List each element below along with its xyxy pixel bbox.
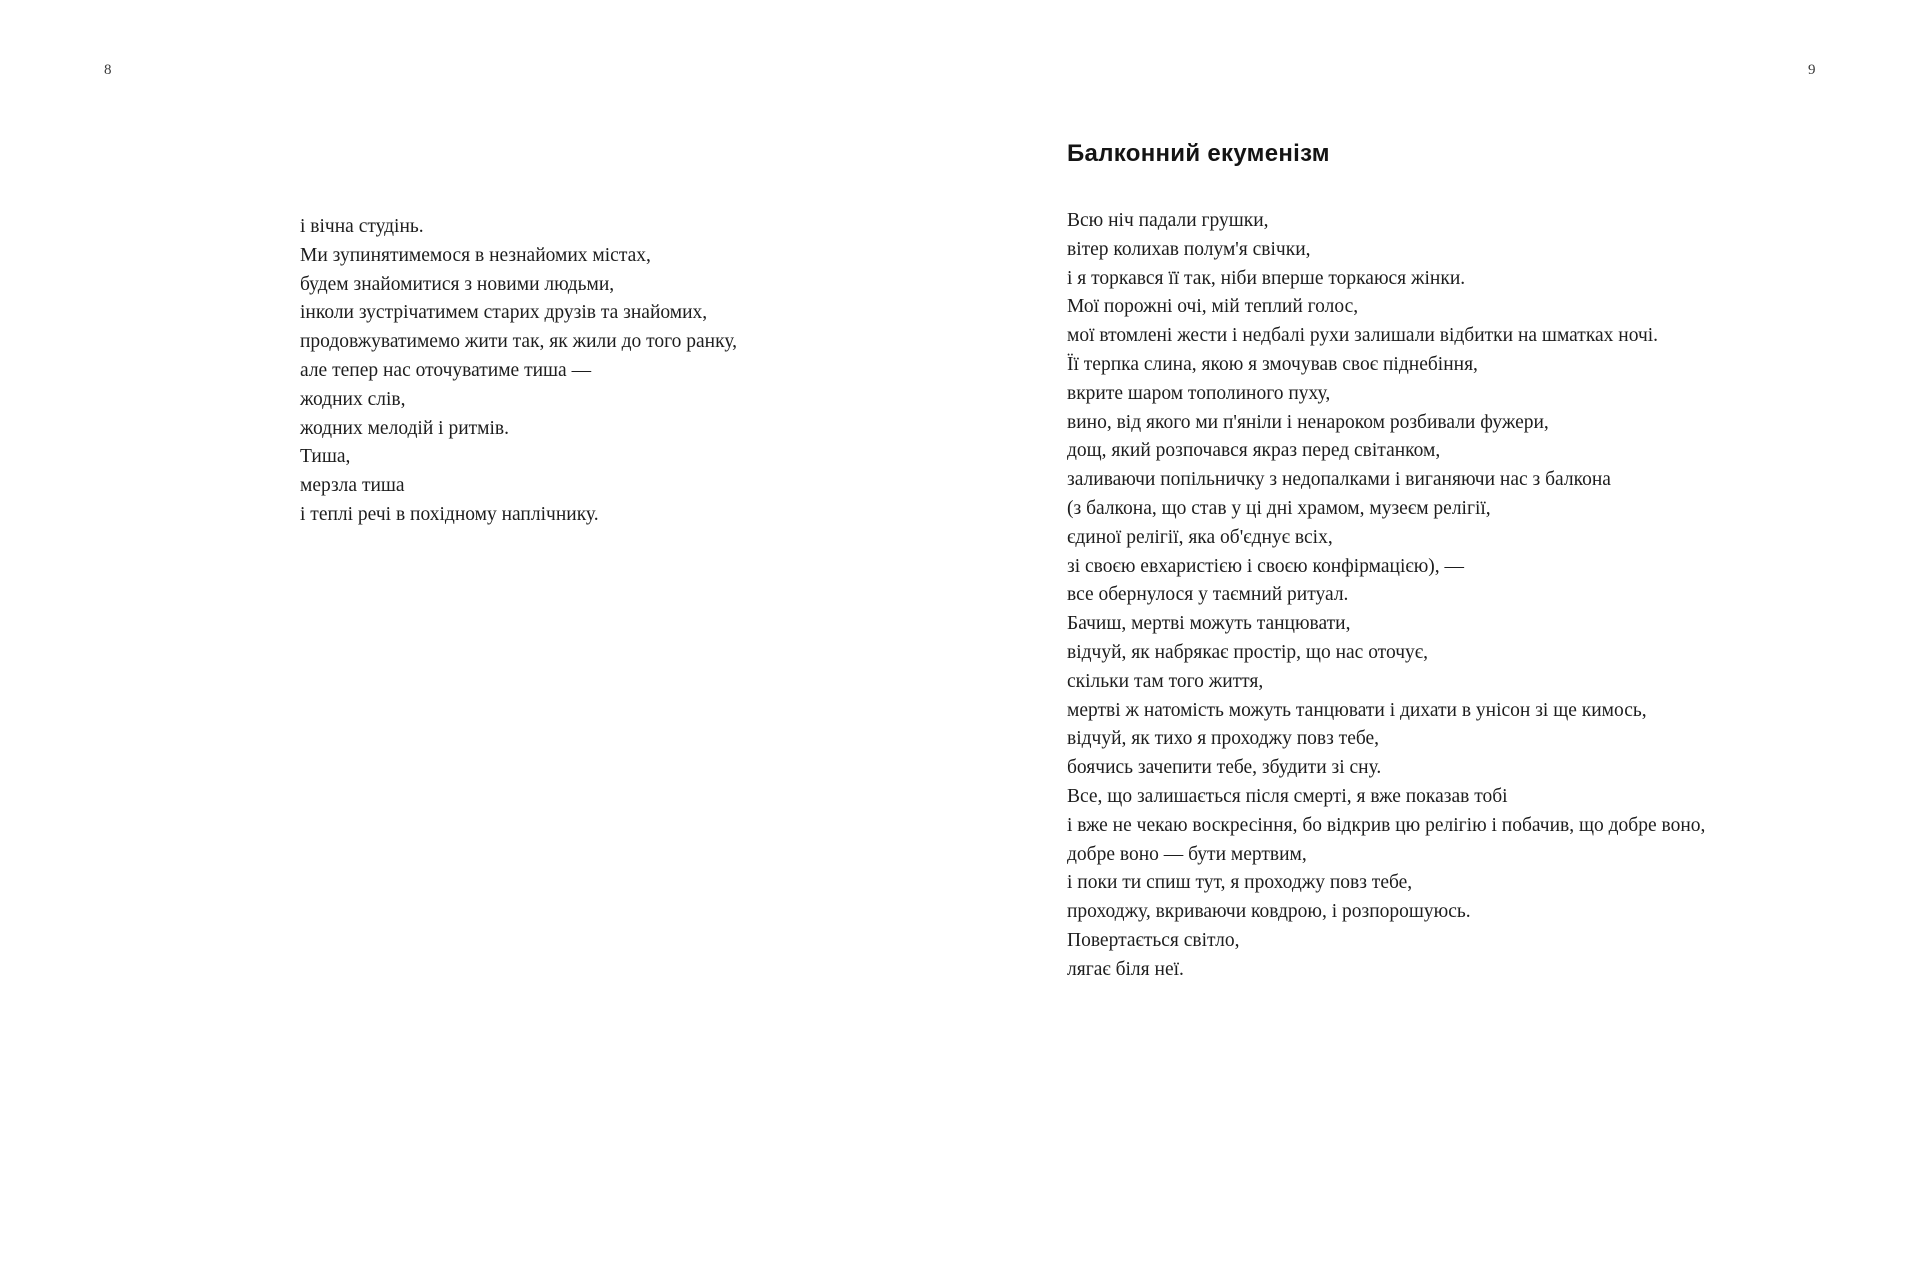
poem-line: Все, що залишається після смерті, я вже показав тобі [1067, 785, 1508, 807]
poem-line: Тиша, [300, 446, 351, 468]
poem-line: боячись зачепити тебе, збудити зі сну. [1067, 757, 1382, 779]
poem-line: вітер колихав полум'я свічки, [1067, 238, 1311, 260]
poem-line: Мої порожні очі, мій теплий голос, [1067, 296, 1359, 318]
poem-line: все обернулося у таємний ритуал. [1067, 584, 1349, 606]
poem-line: дощ, який розпочався якраз перед світанком, [1067, 440, 1441, 462]
poem-line: Ми зупинятимемося в незнайомих містах, [300, 244, 651, 266]
poem-line: мертві ж натомість можуть танцювати і дихати в унісон зі ще кимось, [1067, 699, 1647, 721]
poem-line: відчуй, як тихо я проходжу повз тебе, [1067, 728, 1380, 750]
poem-line: жодних мелодій і ритмів. [300, 417, 509, 439]
page-number-right: 9 [1808, 62, 1816, 78]
right-page-poem-body [1067, 207, 1890, 985]
poem-line: будем знайомитися з новими людьми, [300, 273, 615, 295]
poem-title: Балконний екуменізм [1067, 140, 1330, 167]
poem-line: продовжуватимемо жити так, як жили до того ранку, [300, 331, 737, 353]
poem-line: Бачиш, мертві можуть танцювати, [1067, 613, 1351, 635]
spread-gutter [960, 0, 961, 1279]
poem-line: і поки ти спиш тут, я проходжу повз тебе, [1067, 872, 1413, 894]
right-page [960, 0, 1920, 1279]
poem-line: скільки там того життя, [1067, 670, 1264, 692]
poem-line: Її терпка слина, якою я змочував своє піднебіння, [1067, 353, 1478, 375]
poem-line: і вічна студінь. [300, 216, 424, 237]
poem-line: і вже не чекаю воскресіння, бо відкрив цю релігію і побачив, що добре воно, [1067, 814, 1706, 836]
poem-line: мої втомлені жести і недбалі рухи залишали відбитки на шматках ночі. [1067, 325, 1659, 347]
page-number-left: 8 [104, 62, 112, 78]
poem-line: інколи зустрічатимем старих друзів та знайомих, [300, 302, 708, 324]
poem-line: і теплі речі в похідному наплічнику. [300, 503, 599, 525]
poem-line: проходжу, вкриваючи ковдрою, і розпорошуюсь. [1067, 901, 1471, 923]
poem-line: добре воно — бути мертвим, [1067, 843, 1307, 865]
poem-line: (з балкона, що став у ці дні храмом, музеєм релігії, [1067, 497, 1491, 519]
poem-line: але тепер нас оточуватиме тиша — [300, 359, 592, 381]
poem-line: єдиної релігії, яка об'єднує всіх, [1067, 526, 1333, 548]
poem-line: заливаючи попільничку з недопалками і виганяючи нас з балкона [1067, 469, 1611, 491]
poem-line: вино, від якого ми п'яніли і ненароком розбивали фужери, [1067, 411, 1549, 433]
poem-line: Повертається світло, [1067, 929, 1240, 951]
poem-line: вкрите шаром тополиного пуху, [1067, 382, 1331, 404]
poem-line: зі своєю евхаристією і своєю конфірмацією), — [1067, 555, 1465, 577]
left-page-poem-body [300, 213, 737, 530]
poem-line: мерзла тиша [300, 475, 405, 497]
poem-line: Всю ніч падали грушки, [1067, 210, 1269, 231]
poem-line: відчуй, як набрякає простір, що нас оточує, [1067, 641, 1428, 663]
poem-line: лягає біля неї. [1067, 958, 1184, 980]
poem-line: жодних слів, [300, 388, 406, 410]
poem-line: і я торкався її так, ніби вперше торкаюся жінки. [1067, 267, 1466, 289]
